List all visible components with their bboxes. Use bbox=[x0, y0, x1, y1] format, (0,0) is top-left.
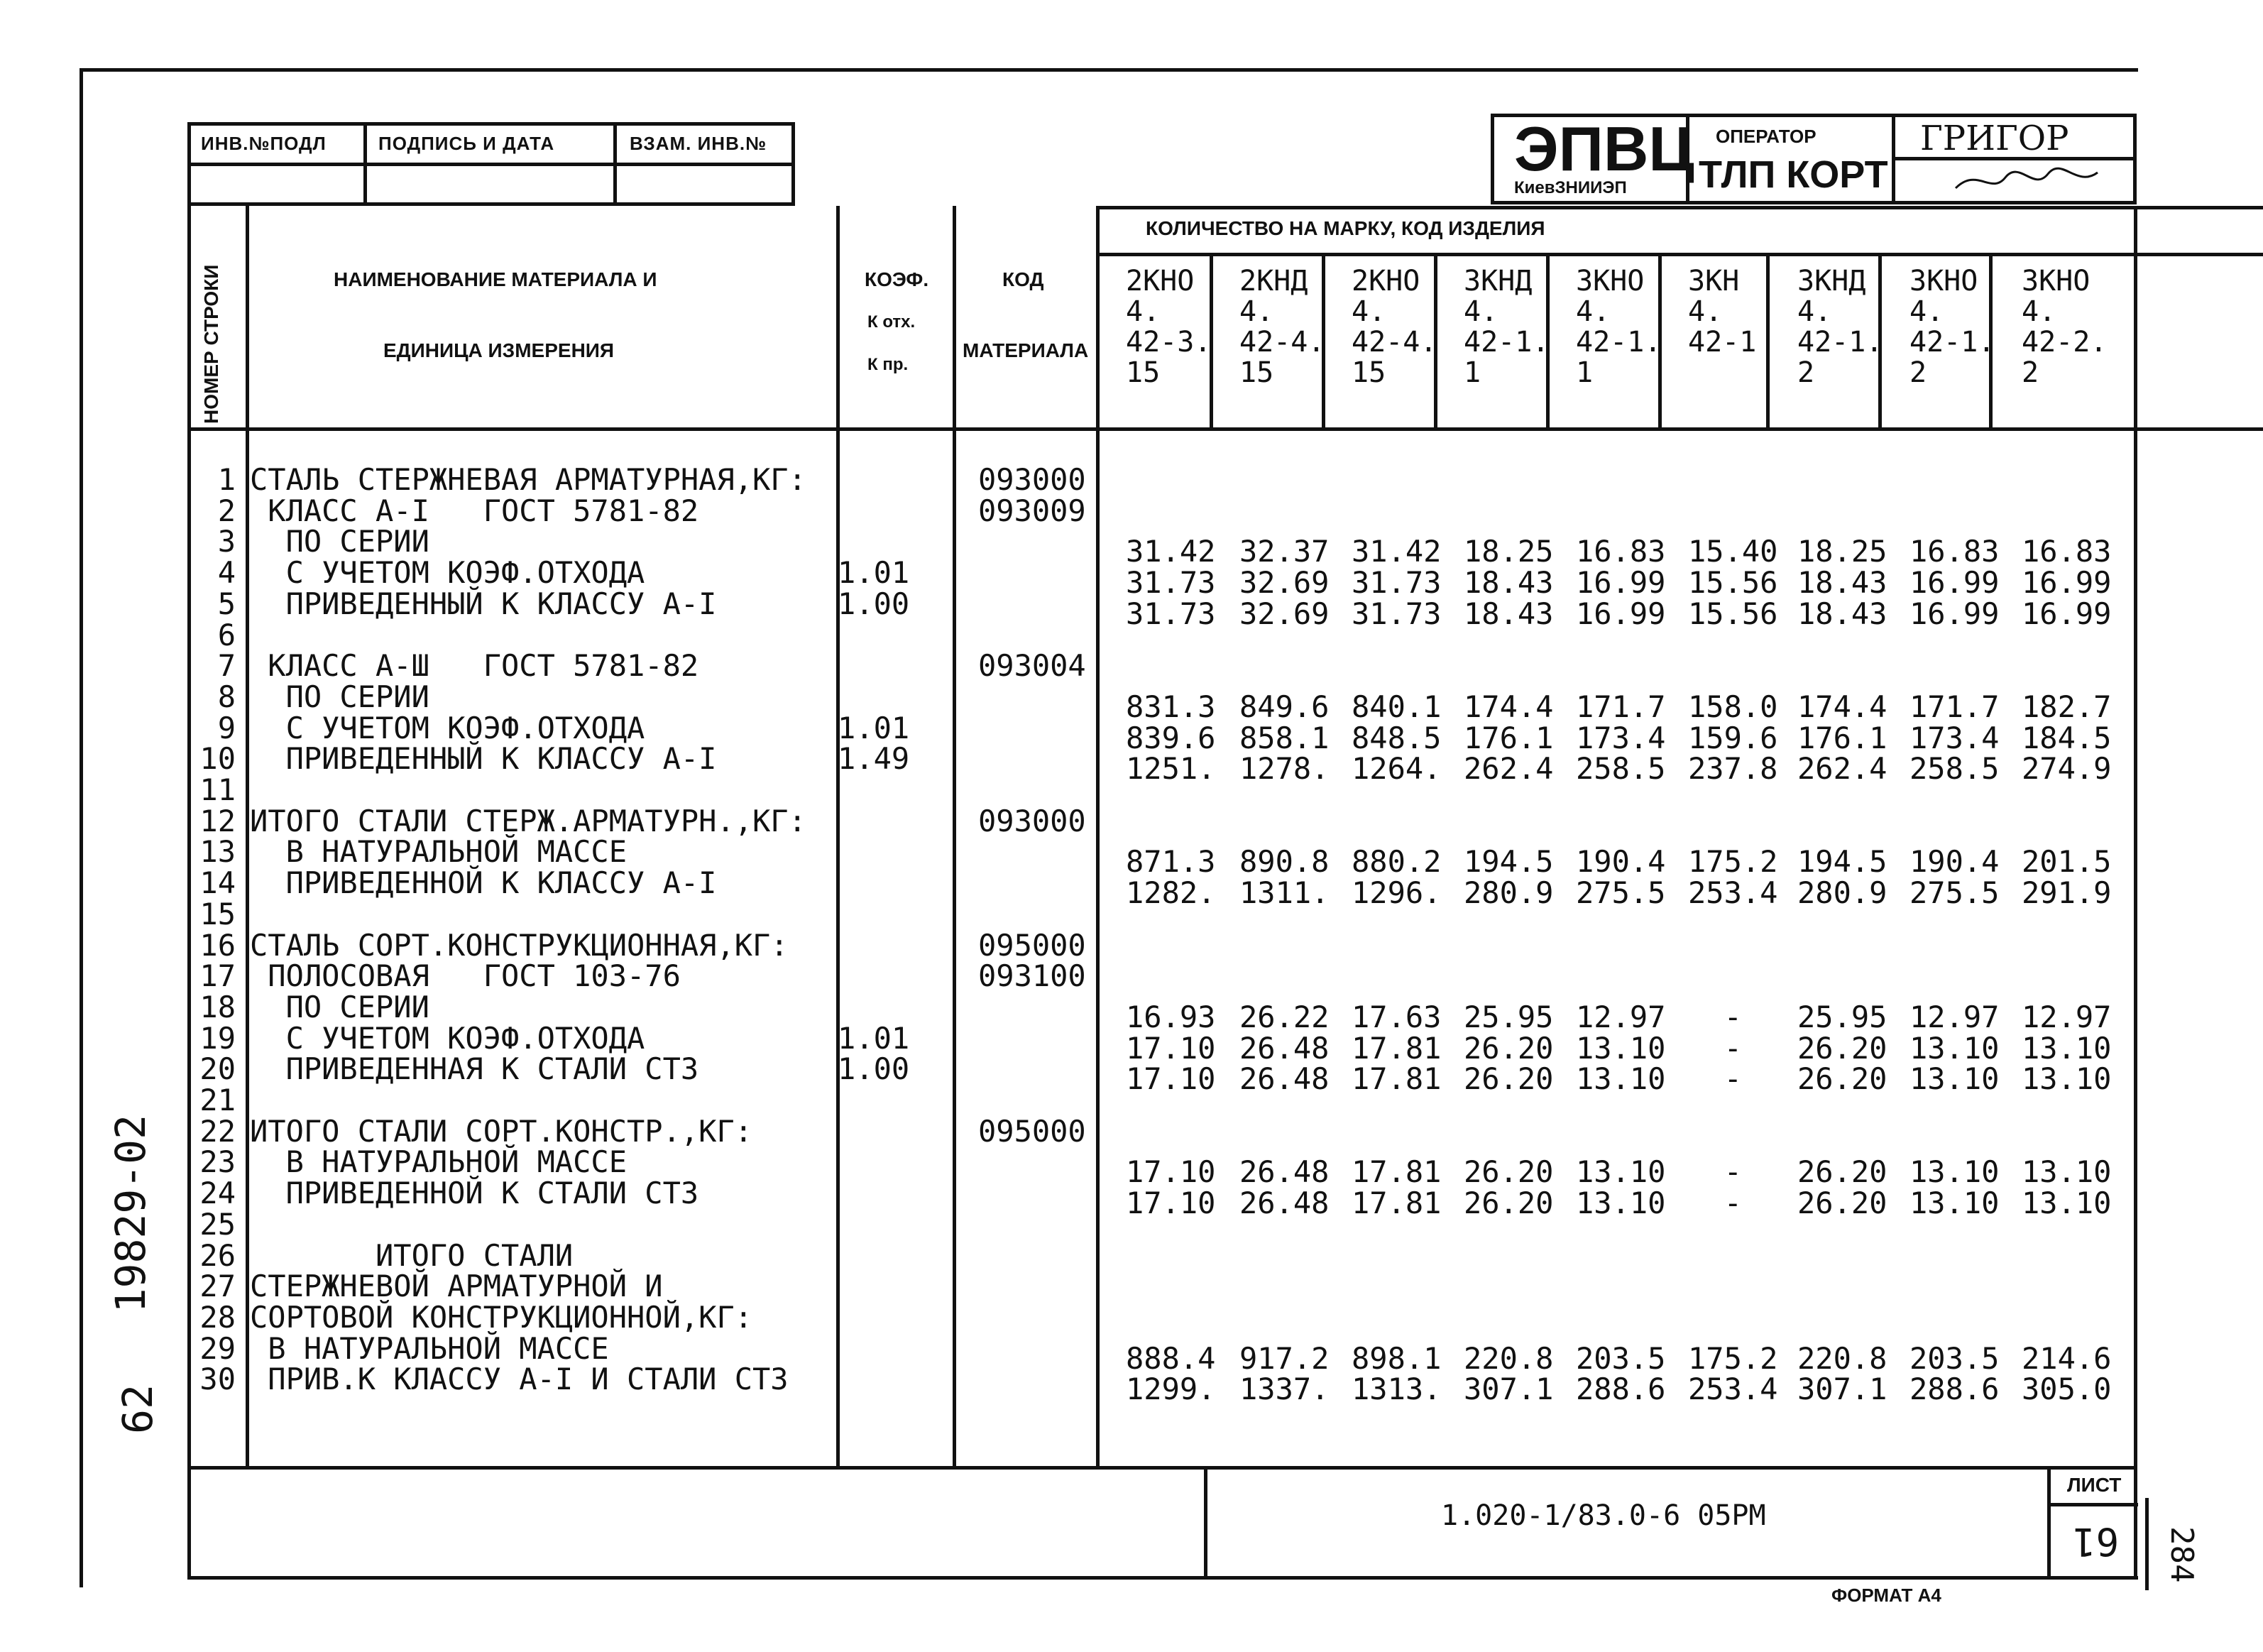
row-value: 274.9 bbox=[2022, 751, 2112, 787]
row-value: 849.6 bbox=[1239, 689, 1330, 724]
row-value: 26.20 bbox=[1464, 1154, 1554, 1190]
row-value: 220.8 bbox=[1464, 1340, 1554, 1376]
row-value: 280.9 bbox=[1464, 875, 1554, 911]
row-number: 10 bbox=[199, 741, 236, 777]
row-value: 307.1 bbox=[1797, 1372, 1887, 1407]
row-value: 280.9 bbox=[1797, 875, 1887, 911]
row-number: 5 bbox=[217, 586, 236, 621]
row-value: 880.2 bbox=[1352, 844, 1442, 880]
row-value: 917.2 bbox=[1239, 1340, 1330, 1376]
column-header-4-line2: 4. bbox=[1464, 295, 1498, 328]
org-logo: ЭПВЦ bbox=[1514, 114, 1694, 184]
row-value: 16.83 bbox=[1576, 534, 1666, 569]
row-code: 093000 bbox=[978, 462, 1086, 497]
row-name: ПО СЕРИИ bbox=[250, 989, 429, 1024]
row-value: 171.7 bbox=[1909, 689, 2000, 724]
header-coef-line3: К пр. bbox=[867, 355, 909, 374]
row-value: 31.73 bbox=[1352, 565, 1442, 601]
row-number: 30 bbox=[199, 1362, 236, 1397]
row-value: 13.10 bbox=[1909, 1186, 2000, 1221]
row-value: 32.69 bbox=[1239, 596, 1330, 631]
row-value: 16.99 bbox=[2022, 596, 2112, 631]
column-header-6-line3: 42-1 bbox=[1688, 326, 1757, 359]
row-value: 31.73 bbox=[1352, 596, 1442, 631]
row-number: 25 bbox=[199, 1206, 236, 1242]
row-value: 13.10 bbox=[1909, 1061, 2000, 1097]
row-value: 173.4 bbox=[1909, 720, 2000, 755]
column-header-3-line2: 4. bbox=[1352, 295, 1386, 328]
row-value: 275.5 bbox=[1909, 875, 2000, 911]
row-value: 17.10 bbox=[1126, 1154, 1216, 1190]
row-number: 28 bbox=[199, 1299, 236, 1335]
row-name: ИТОГО СТАЛИ СОРТ.КОНСТР.,КГ: bbox=[250, 1113, 753, 1149]
row-name: ПРИВЕДЕННОЙ К КЛАССУ А-I bbox=[250, 865, 717, 901]
row-value: 214.6 bbox=[2022, 1340, 2112, 1376]
row-value: 1282. bbox=[1126, 875, 1216, 911]
stamp-inv-podl: ИНВ.№ПОДЛ bbox=[201, 133, 327, 154]
sheet-label: ЛИСТ bbox=[2067, 1474, 2122, 1496]
row-value: 16.83 bbox=[1909, 534, 2000, 569]
row-value: - bbox=[1688, 1030, 1742, 1066]
row-number: 21 bbox=[199, 1083, 236, 1117]
row-name: В НАТУРАЛЬНОЙ МАССЕ bbox=[250, 834, 628, 870]
org-block bbox=[1491, 114, 2137, 204]
column-header-8-line2: 4. bbox=[1909, 295, 1944, 328]
column-header-2-line3: 42-4. bbox=[1239, 326, 1325, 359]
column-header-2-line2: 4. bbox=[1239, 295, 1274, 328]
row-name: СТАЛЬ СОРТ.КОНСТРУКЦИОННАЯ,КГ: bbox=[250, 927, 789, 963]
row-value: 15.56 bbox=[1688, 596, 1778, 631]
row-number: 1 bbox=[217, 462, 236, 497]
row-value: 1337. bbox=[1239, 1372, 1330, 1407]
row-name: ПРИВ.К КЛАССУ А-I И СТАЛИ СТ3 bbox=[250, 1362, 789, 1397]
row-name: ИТОГО СТАЛИ СТЕРЖ.АРМАТУРН.,КГ: bbox=[250, 803, 806, 838]
header-qty-title: КОЛИЧЕСТВО НА МАРКУ, КОД ИЗДЕЛИЯ bbox=[1146, 217, 1545, 239]
row-value: 17.81 bbox=[1352, 1030, 1442, 1066]
column-header-9-line1: 3КНО bbox=[2022, 265, 2091, 297]
row-value: 220.8 bbox=[1797, 1340, 1887, 1376]
row-value: 175.2 bbox=[1688, 844, 1778, 880]
column-header-3-line3: 42-4. bbox=[1352, 326, 1437, 359]
row-value: 12.97 bbox=[2022, 999, 2112, 1034]
row-name: СОРТОВОЙ КОНСТРУКЦИОННОЙ,КГ: bbox=[250, 1299, 753, 1335]
row-name: С УЧЕТОМ КОЭФ.ОТХОДА bbox=[250, 710, 645, 745]
column-header-2-line1: 2КНД bbox=[1239, 265, 1308, 297]
row-value: 288.6 bbox=[1576, 1372, 1666, 1407]
row-name: СТАЛЬ СТЕРЖНЕВАЯ АРМАТУРНАЯ,КГ: bbox=[250, 462, 806, 497]
row-value: 174.4 bbox=[1464, 689, 1554, 724]
column-header-4-line4: 1 bbox=[1464, 356, 1481, 389]
row-value: 26.20 bbox=[1464, 1186, 1554, 1221]
row-number: 4 bbox=[217, 555, 236, 591]
row-value: 18.43 bbox=[1464, 565, 1554, 601]
row-value: 158.0 bbox=[1688, 689, 1778, 724]
column-header-7-line4: 2 bbox=[1797, 356, 1815, 389]
row-value: 262.4 bbox=[1797, 751, 1887, 787]
row-number: 29 bbox=[199, 1330, 236, 1366]
row-value: 31.73 bbox=[1126, 596, 1216, 631]
row-code: 093004 bbox=[978, 648, 1086, 684]
column-header-7-line1: 3КНД bbox=[1797, 265, 1866, 297]
row-value: 1296. bbox=[1352, 875, 1442, 911]
row-value: 1278. bbox=[1239, 751, 1330, 787]
row-code: 093009 bbox=[978, 493, 1086, 528]
row-value: 17.81 bbox=[1352, 1061, 1442, 1097]
column-header-3-line1: 2КНО bbox=[1352, 265, 1420, 297]
column-header-7-line2: 4. bbox=[1797, 295, 1832, 328]
row-coef: 1.00 bbox=[838, 586, 910, 621]
row-value: 839.6 bbox=[1126, 720, 1216, 755]
row-number: 3 bbox=[217, 524, 236, 559]
doc-code: 1.020-1/83.0-6 05РМ bbox=[1441, 1499, 1766, 1532]
header-code-line1: КОД bbox=[1002, 268, 1044, 290]
row-name: ПОЛОСОВАЯ ГОСТ 103-76 bbox=[250, 958, 681, 994]
row-value: 17.63 bbox=[1352, 999, 1442, 1034]
column-header-2-line4: 15 bbox=[1239, 356, 1274, 389]
row-value: 12.97 bbox=[1576, 999, 1666, 1034]
side-tick bbox=[2145, 1498, 2149, 1590]
row-coef: 1.01 bbox=[838, 555, 910, 591]
row-number: 18 bbox=[199, 989, 236, 1024]
row-value: 13.10 bbox=[1576, 1154, 1666, 1190]
row-number: 20 bbox=[199, 1051, 236, 1087]
column-header-9-line4: 2 bbox=[2022, 356, 2039, 389]
row-value: 26.48 bbox=[1239, 1186, 1330, 1221]
row-value: 13.10 bbox=[1909, 1030, 2000, 1066]
row-value: 262.4 bbox=[1464, 751, 1554, 787]
row-value: 17.10 bbox=[1126, 1061, 1216, 1097]
row-value: 25.95 bbox=[1464, 999, 1554, 1034]
row-name: ИТОГО СТАЛИ bbox=[250, 1237, 574, 1273]
column-header-9-line2: 4. bbox=[2022, 295, 2056, 328]
header-name-line2: ЕДИНИЦА ИЗМЕРЕНИЯ bbox=[383, 339, 615, 361]
column-header-5-line4: 1 bbox=[1576, 356, 1594, 389]
stamp-vzam-inv: ВЗАМ. ИНВ.№ bbox=[630, 133, 767, 154]
row-value: 159.6 bbox=[1688, 720, 1778, 755]
row-coef: 1.01 bbox=[838, 1020, 910, 1056]
row-name: КЛАСС А-I ГОСТ 5781-82 bbox=[250, 493, 699, 528]
row-value: 176.1 bbox=[1464, 720, 1554, 755]
row-value: 13.10 bbox=[2022, 1186, 2112, 1221]
row-value: 26.20 bbox=[1797, 1186, 1887, 1221]
row-name: ПО СЕРИИ bbox=[250, 679, 429, 714]
row-value: 18.43 bbox=[1797, 596, 1887, 631]
column-header-4-line3: 42-1. bbox=[1464, 326, 1550, 359]
row-value: 32.69 bbox=[1239, 565, 1330, 601]
row-value: 258.5 bbox=[1909, 751, 2000, 787]
row-value: 258.5 bbox=[1576, 751, 1666, 787]
row-value: 26.20 bbox=[1797, 1030, 1887, 1066]
row-value: 840.1 bbox=[1352, 689, 1442, 724]
stamp-box bbox=[187, 122, 795, 206]
row-value: 1311. bbox=[1239, 875, 1330, 911]
row-value: 16.99 bbox=[1909, 596, 2000, 631]
column-header-1-line3: 42-3. bbox=[1126, 326, 1212, 359]
row-value: 253.4 bbox=[1688, 1372, 1778, 1407]
row-value: 1264. bbox=[1352, 751, 1442, 787]
column-header-9-line3: 42-2. bbox=[2022, 326, 2108, 359]
row-name: В НАТУРАЛЬНОЙ МАССЕ bbox=[250, 1330, 609, 1366]
row-number: 15 bbox=[199, 896, 236, 931]
row-value: 18.43 bbox=[1464, 596, 1554, 631]
row-name: ПО СЕРИИ bbox=[250, 524, 429, 559]
row-value: 871.3 bbox=[1126, 844, 1216, 880]
row-value: 176.1 bbox=[1797, 720, 1887, 755]
row-number: 6 bbox=[217, 617, 236, 652]
operator-value: ТЛП КОРТ bbox=[1699, 153, 1888, 196]
row-number: 17 bbox=[199, 958, 236, 994]
row-value: 25.95 bbox=[1797, 999, 1887, 1034]
row-value: 288.6 bbox=[1909, 1372, 2000, 1407]
row-number: 26 bbox=[199, 1237, 236, 1273]
row-value: 26.20 bbox=[1797, 1154, 1887, 1190]
format-label: ФОРМАТ А4 bbox=[1831, 1585, 1941, 1606]
column-header-1-line4: 15 bbox=[1126, 356, 1161, 389]
row-value: 194.5 bbox=[1797, 844, 1887, 880]
row-code: 093100 bbox=[978, 958, 1086, 994]
column-header-3-line4: 15 bbox=[1352, 356, 1386, 389]
column-header-5-line3: 42-1. bbox=[1576, 326, 1662, 359]
row-number: 24 bbox=[199, 1176, 236, 1211]
row-number: 27 bbox=[199, 1269, 236, 1304]
row-code: 093000 bbox=[978, 803, 1086, 838]
row-value: 15.56 bbox=[1688, 565, 1778, 601]
row-value: 16.99 bbox=[2022, 565, 2112, 601]
footer-block bbox=[187, 1466, 2138, 1587]
row-value: 253.4 bbox=[1688, 875, 1778, 911]
column-header-1-line2: 4. bbox=[1126, 295, 1161, 328]
row-coef: 1.01 bbox=[838, 710, 910, 745]
frame-top-line bbox=[80, 68, 2138, 72]
row-number: 7 bbox=[217, 648, 236, 684]
org-sub: КиевЗНИИЭП bbox=[1514, 178, 1627, 197]
margin-page: 62 bbox=[114, 1384, 162, 1434]
row-value: 17.10 bbox=[1126, 1030, 1216, 1066]
row-number: 13 bbox=[199, 834, 236, 870]
header-coef-line1: КОЭФ. bbox=[865, 268, 929, 290]
row-name: СТЕРЖНЕВОЙ АРМАТУРНОЙ И bbox=[250, 1269, 663, 1304]
row-value: 190.4 bbox=[1576, 844, 1666, 880]
row-value: 203.5 bbox=[1909, 1340, 2000, 1376]
row-value: 18.43 bbox=[1797, 565, 1887, 601]
operator-label: ОПЕРАТОР bbox=[1716, 126, 1817, 147]
signature-scribble bbox=[1949, 160, 2105, 199]
row-value: 31.42 bbox=[1126, 534, 1216, 569]
row-value: 26.20 bbox=[1464, 1061, 1554, 1097]
row-value: - bbox=[1688, 1154, 1742, 1190]
row-value: 275.5 bbox=[1576, 875, 1666, 911]
row-value: - bbox=[1688, 1186, 1742, 1221]
header-coef-line2: К отх. bbox=[867, 312, 916, 332]
stamp-signature-date: ПОДПИСЬ И ДАТА bbox=[378, 133, 555, 154]
row-value: 201.5 bbox=[2022, 844, 2112, 880]
row-value: 175.2 bbox=[1688, 1340, 1778, 1376]
margin-note: 19829-02 bbox=[106, 1115, 155, 1313]
row-value: 18.25 bbox=[1464, 534, 1554, 569]
column-header-8-line3: 42-1. bbox=[1909, 326, 1995, 359]
column-header-8-line4: 2 bbox=[1909, 356, 1927, 389]
sheet-number: 61 bbox=[2073, 1519, 2120, 1564]
row-name: ПРИВЕДЕННАЯ К СТАЛИ СТ3 bbox=[250, 1051, 699, 1087]
column-header-7-line3: 42-1. bbox=[1797, 326, 1883, 359]
header-code-line2: МАТЕРИАЛА bbox=[963, 339, 1089, 361]
row-value: 831.3 bbox=[1126, 689, 1216, 724]
row-coef: 1.49 bbox=[838, 741, 910, 777]
row-value: 26.48 bbox=[1239, 1061, 1330, 1097]
row-value: 184.5 bbox=[2022, 720, 2112, 755]
row-name: С УЧЕТОМ КОЭФ.ОТХОДА bbox=[250, 555, 645, 591]
row-value: 17.81 bbox=[1352, 1154, 1442, 1190]
row-value: 12.97 bbox=[1909, 999, 2000, 1034]
column-header-4-line1: 3КНД bbox=[1464, 265, 1533, 297]
header-row-number: НОМЕР СТРОКИ bbox=[200, 264, 222, 425]
row-value: 182.7 bbox=[2022, 689, 2112, 724]
row-value: 305.0 bbox=[2022, 1372, 2112, 1407]
row-value: 194.5 bbox=[1464, 844, 1554, 880]
row-number: 2 bbox=[217, 493, 236, 528]
row-value: 31.42 bbox=[1352, 534, 1442, 569]
row-value: 13.10 bbox=[2022, 1154, 2112, 1190]
row-value: 174.4 bbox=[1797, 689, 1887, 724]
row-value: 307.1 bbox=[1464, 1372, 1554, 1407]
row-value: 26.20 bbox=[1464, 1030, 1554, 1066]
row-value: 13.10 bbox=[1909, 1154, 2000, 1190]
row-coef: 1.00 bbox=[838, 1051, 910, 1087]
column-header-5-line2: 4. bbox=[1576, 295, 1611, 328]
row-code: 095000 bbox=[978, 1113, 1086, 1149]
row-name: С УЧЕТОМ КОЭФ.ОТХОДА bbox=[250, 1020, 645, 1056]
row-value: 26.20 bbox=[1797, 1061, 1887, 1097]
row-number: 8 bbox=[217, 679, 236, 714]
row-value: 13.10 bbox=[2022, 1030, 2112, 1066]
row-value: 848.5 bbox=[1352, 720, 1442, 755]
column-header-6-line1: 3КН bbox=[1688, 265, 1740, 297]
person-name: ГРИГОР bbox=[1920, 119, 2069, 158]
row-number: 12 bbox=[199, 803, 236, 838]
side-page-number: 284 bbox=[2164, 1526, 2200, 1583]
row-value: 26.48 bbox=[1239, 1030, 1330, 1066]
row-number: 23 bbox=[199, 1144, 236, 1180]
row-value: 17.81 bbox=[1352, 1186, 1442, 1221]
row-value: 173.4 bbox=[1576, 720, 1666, 755]
frame-left-line bbox=[80, 68, 83, 1587]
row-value: 26.22 bbox=[1239, 999, 1330, 1034]
row-value: 1313. bbox=[1352, 1372, 1442, 1407]
row-name: ПРИВЕДЕННОЙ К СТАЛИ СТ3 bbox=[250, 1176, 699, 1211]
row-value: 17.10 bbox=[1126, 1186, 1216, 1221]
column-header-5-line1: 3КНО bbox=[1576, 265, 1645, 297]
row-value: 1251. bbox=[1126, 751, 1216, 787]
row-number: 9 bbox=[217, 710, 236, 745]
row-value: 16.99 bbox=[1576, 565, 1666, 601]
column-header-1-line1: 2КНО bbox=[1126, 265, 1195, 297]
row-number: 19 bbox=[199, 1020, 236, 1056]
row-value: 16.83 bbox=[2022, 534, 2112, 569]
row-value: - bbox=[1688, 1061, 1742, 1097]
row-value: 888.4 bbox=[1126, 1340, 1216, 1376]
row-value: 13.10 bbox=[1576, 1030, 1666, 1066]
row-name: КЛАСС А-Ш ГОСТ 5781-82 bbox=[250, 648, 699, 684]
row-name: ПРИВЕДЕННЫЙ К КЛАССУ А-I bbox=[250, 741, 717, 777]
row-value: 16.99 bbox=[1576, 596, 1666, 631]
column-header-6-line2: 4. bbox=[1688, 295, 1723, 328]
row-value: 190.4 bbox=[1909, 844, 2000, 880]
row-value: 13.10 bbox=[1576, 1186, 1666, 1221]
row-value: 203.5 bbox=[1576, 1340, 1666, 1376]
row-value: 16.99 bbox=[1909, 565, 2000, 601]
row-value: 291.9 bbox=[2022, 875, 2112, 911]
row-value: 237.8 bbox=[1688, 751, 1778, 787]
row-value: 26.48 bbox=[1239, 1154, 1330, 1190]
row-value: 32.37 bbox=[1239, 534, 1330, 569]
row-value: 890.8 bbox=[1239, 844, 1330, 880]
row-value: 15.40 bbox=[1688, 534, 1778, 569]
row-name: В НАТУРАЛЬНОЙ МАССЕ bbox=[250, 1144, 628, 1180]
row-number: 14 bbox=[199, 865, 236, 901]
row-name: ПРИВЕДЕННЫЙ К КЛАССУ А-I bbox=[250, 586, 717, 621]
row-value: 13.10 bbox=[1576, 1061, 1666, 1097]
row-value: 171.7 bbox=[1576, 689, 1666, 724]
column-header-8-line1: 3КНО bbox=[1909, 265, 1978, 297]
row-value: - bbox=[1688, 999, 1742, 1034]
row-number: 22 bbox=[199, 1113, 236, 1149]
row-value: 858.1 bbox=[1239, 720, 1330, 755]
row-code: 095000 bbox=[978, 927, 1086, 963]
row-value: 16.93 bbox=[1126, 999, 1216, 1034]
row-value: 1299. bbox=[1126, 1372, 1216, 1407]
row-value: 13.10 bbox=[2022, 1061, 2112, 1097]
row-number: 16 bbox=[199, 927, 236, 963]
header-name-line1: НАИМЕНОВАНИЕ МАТЕРИАЛА И bbox=[334, 268, 657, 290]
row-value: 898.1 bbox=[1352, 1340, 1442, 1376]
row-value: 18.25 bbox=[1797, 534, 1887, 569]
row-number: 11 bbox=[199, 772, 236, 807]
row-value: 31.73 bbox=[1126, 565, 1216, 601]
